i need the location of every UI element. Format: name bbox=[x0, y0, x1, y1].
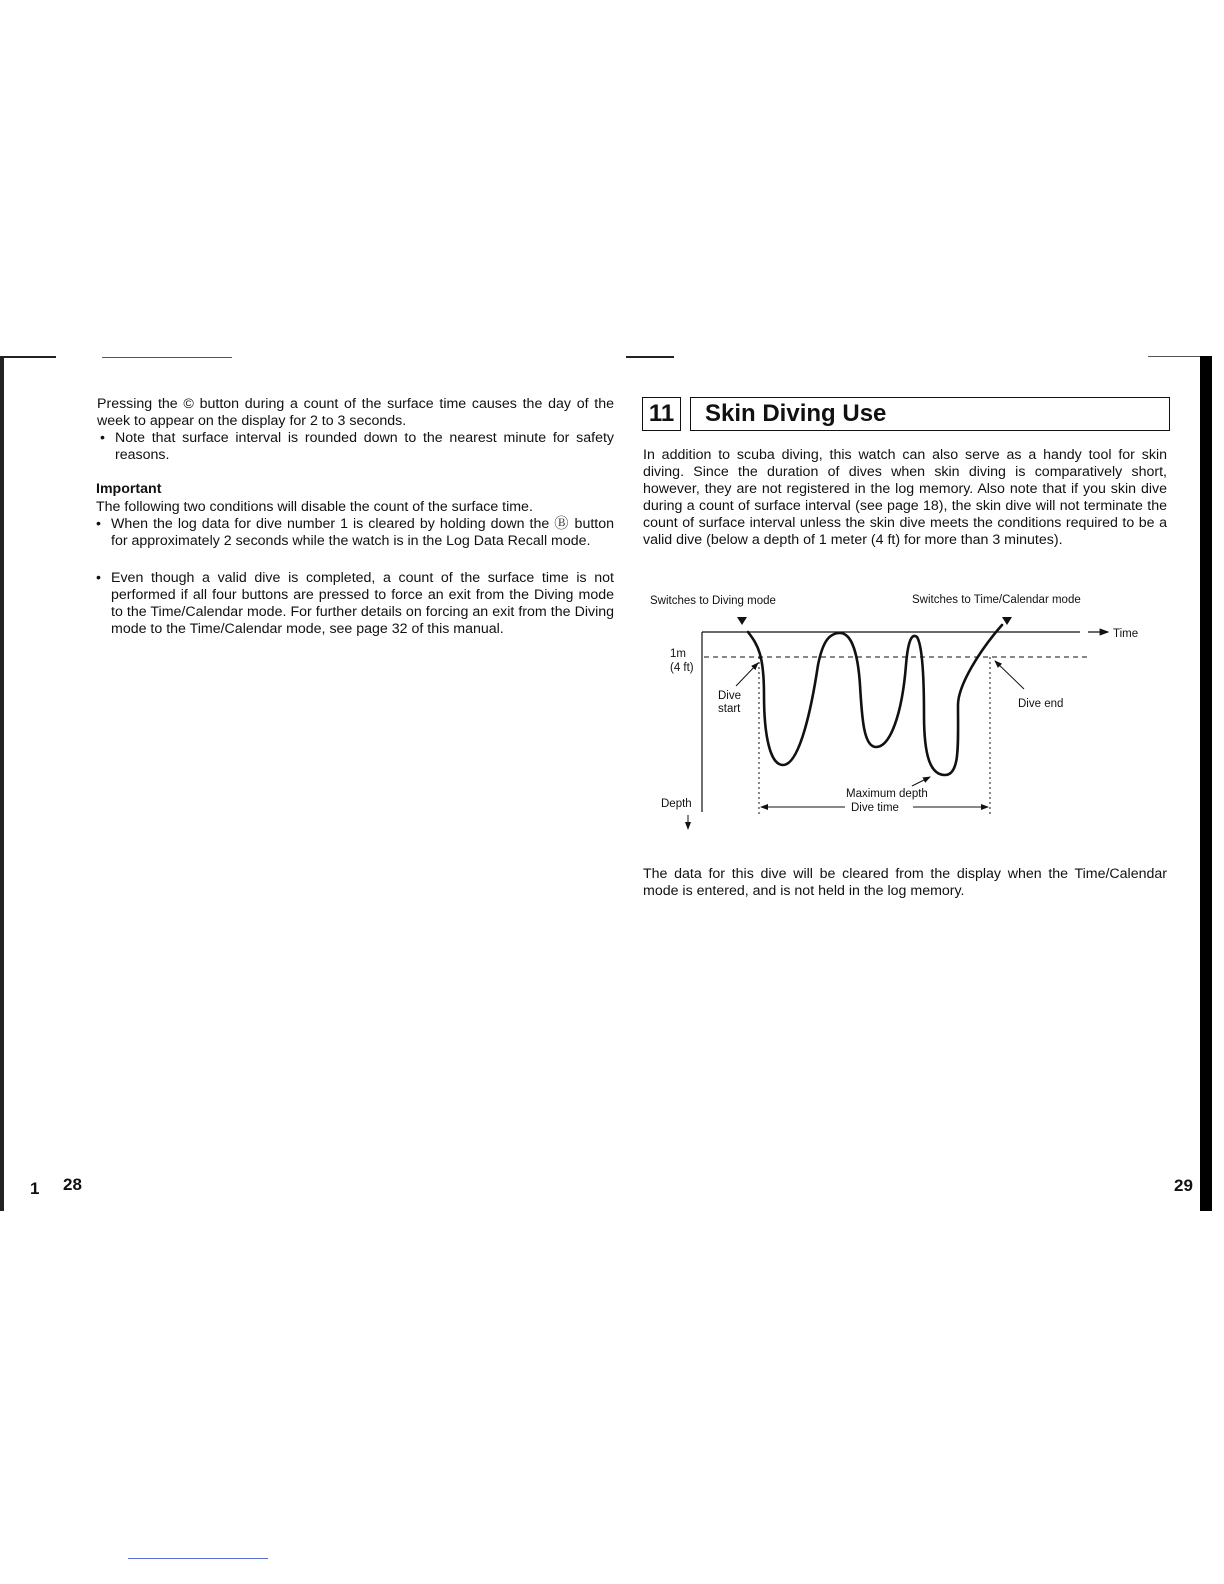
dive-end-label: Dive end bbox=[1018, 698, 1064, 710]
section-number: 11 bbox=[648, 400, 675, 427]
top-rule-left-short bbox=[0, 356, 56, 358]
switch-diving-label: Switches to Diving mode bbox=[650, 595, 776, 607]
bottom-link-rule bbox=[128, 1558, 268, 1559]
dive-start-label-2: start bbox=[718, 703, 741, 715]
section-title: Skin Diving Use bbox=[705, 400, 887, 427]
dive-start-pointer bbox=[736, 663, 758, 686]
bullet-dot-icon: • bbox=[96, 570, 101, 586]
depth-1m-label: 1m bbox=[670, 648, 686, 660]
page-number-right: 29 bbox=[1174, 1176, 1193, 1195]
skin-diving-intro: In addition to scuba diving, this watch can also serve as a handy tool for skin diving. Since the duration of dives when skin diving is comparatively short, however, they are not registered in the log memory. Also note that if you skin dive during a count of surface interval (see page 18), the skin dive will not terminate the count of surface interval unless the skin dive meets the conditions required to be a valid dive (below a depth of 1 meter (4 ft) for more than 3 minutes). bbox=[643, 447, 1167, 548]
dive-profile-curve bbox=[748, 625, 1002, 775]
dive-start-label-1: Dive bbox=[718, 690, 742, 702]
note-text: Note that surface interval is rounded down to the nearest minute for safety reasons. bbox=[115, 430, 614, 463]
important-intro: The following two conditions will disable the count of the surface time. bbox=[96, 499, 533, 515]
dive-end-pointer bbox=[995, 661, 1024, 689]
bullet-dot-icon: • bbox=[100, 430, 105, 446]
max-depth-pointer bbox=[912, 777, 930, 786]
switch-calendar-label: Switches to Time/Calendar mode bbox=[912, 594, 1081, 606]
top-rule-center bbox=[626, 356, 674, 358]
important-bullet-2-text: Even though a valid dive is completed, a count of the surface time is not performed if all four buttons are pressed to force an exit from the Diving mode to the Time/Calendar mode. For further details on forcing an exit from the Diving mode to the Time/Calendar mode, see page 32 of this manual. bbox=[111, 570, 614, 637]
top-rule-left bbox=[102, 357, 232, 358]
closing-paragraph: The data for this dive will be cleared from the display when the Time/Calendar mode is entered, and is not held in the log memory. bbox=[643, 866, 1167, 899]
dive-time-label: Dive time bbox=[851, 802, 899, 814]
max-depth-label: Maximum depth bbox=[846, 788, 928, 800]
top-rule-right bbox=[1148, 356, 1200, 357]
section-number-box bbox=[642, 397, 681, 431]
time-axis-label: Time bbox=[1113, 628, 1139, 640]
margin-mark: 1 bbox=[30, 1179, 40, 1198]
switch-calendar-marker-icon bbox=[1002, 617, 1012, 625]
bullet-dot-icon: • bbox=[96, 516, 101, 532]
important-bullet-1-text: When the log data for dive number 1 is cleared by holding down the Ⓑ button for approximately 2 seconds while the watch is in the Log Data Recall mode. bbox=[111, 516, 614, 549]
surface-time-paragraph: Pressing the © button during a count of the surface time causes the day of the week to appear on the display for 2 to 3 seconds. bbox=[97, 396, 614, 429]
left-edge-bar bbox=[0, 356, 4, 1211]
important-heading: Important bbox=[96, 481, 162, 497]
switch-diving-marker-icon bbox=[737, 617, 747, 625]
skin-dive-diagram bbox=[640, 585, 1170, 845]
depth-4ft-label: (4 ft) bbox=[670, 662, 694, 674]
section-title-box bbox=[690, 397, 1170, 431]
page-number-left: 28 bbox=[63, 1175, 82, 1194]
depth-axis-label: Depth bbox=[661, 798, 692, 810]
important-bullet-1 bbox=[96, 516, 614, 550]
note-bullet bbox=[100, 430, 614, 464]
important-bullet-2 bbox=[96, 570, 614, 638]
right-edge-bar bbox=[1200, 356, 1212, 1211]
